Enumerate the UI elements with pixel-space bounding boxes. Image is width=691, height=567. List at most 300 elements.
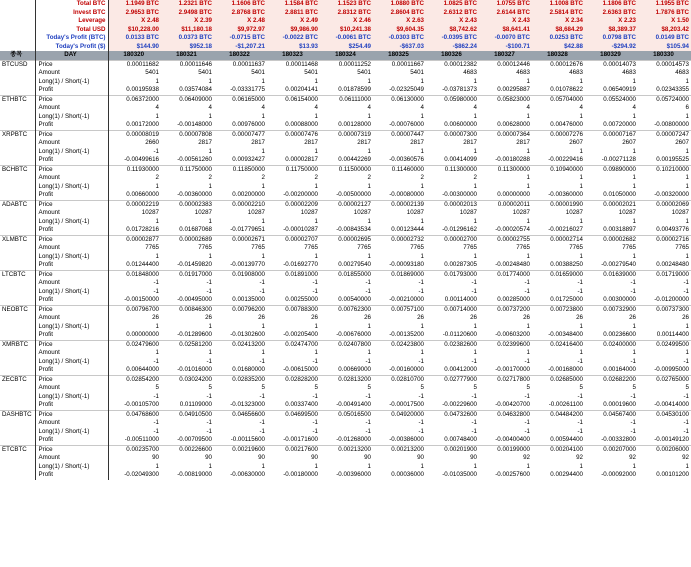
coin-price-value: 0.00207000: [585, 445, 638, 454]
coin-price-value: 0.11750000: [161, 165, 214, 174]
summary-spacer: [0, 26, 35, 35]
coin-profit-value: 0.01687068: [179, 226, 212, 233]
coin-long-short-value: 1: [632, 322, 636, 330]
day-column-header[interactable]: 180330: [638, 51, 691, 60]
coin-amount-value: 5401: [198, 69, 212, 76]
coin-name: XRPBTC: [0, 130, 35, 139]
coin-long-short-value: -1: [312, 427, 318, 435]
coin-long-short-value: 1: [473, 182, 477, 190]
summary-value: $8,203.42: [638, 26, 691, 35]
day-column-header[interactable]: 180320: [108, 51, 161, 60]
coin-profit-value: -0.00180288: [495, 156, 530, 163]
coin-price-value: 0.02413200: [214, 340, 267, 349]
field-label: Profit: [35, 436, 108, 445]
coin-profit-value: 0.01109000: [179, 401, 212, 408]
coin-long-short-value: 1: [314, 147, 318, 155]
coin-profit-value: -0.00511000: [124, 436, 159, 443]
coin-long-short-value: 1: [208, 147, 212, 155]
coin-long-short-value: -1: [312, 357, 318, 365]
coin-long-short-value: -1: [312, 287, 318, 295]
coin-profit-value: -0.00115600: [230, 436, 265, 443]
coin-profit-value: 0.00414099: [444, 156, 477, 163]
summary-value: 1.7876 BTC: [638, 9, 691, 18]
coin-long-short-value: -1: [259, 357, 265, 365]
day-column-header[interactable]: 180325: [373, 51, 426, 60]
field-label: Profit: [35, 121, 108, 130]
coin-profit-value: 0.06540919: [603, 86, 636, 93]
coin-xrpbtc-long-short-row: [0, 148, 691, 157]
coin-long-short-value: 1: [155, 217, 159, 225]
coin-price-value: 0.00007476: [267, 130, 320, 139]
coin-profit-value: 0.00195938: [126, 86, 159, 93]
coin-btcusd-long-short-row: [0, 78, 691, 87]
coin-long-short-value: 1: [261, 77, 265, 85]
coin-amount-value: 7765: [622, 244, 636, 251]
coin-profit-value: -0.00017500: [389, 401, 424, 408]
coin-profit-value: -0.00709500: [177, 436, 212, 443]
coin-price-value: 0.02479600: [108, 340, 161, 349]
coin-long-short-value: -1: [365, 357, 371, 365]
field-label: Profit: [35, 261, 108, 270]
coin-price-value: 0.04699500: [267, 410, 320, 419]
coin-amount-value: 5: [420, 384, 424, 391]
coin-name-spacer: [0, 471, 35, 480]
coin-long-short-value: 1: [208, 322, 212, 330]
coin-price-value: 0.04530100: [638, 410, 691, 419]
coin-long-short-value: 1: [155, 462, 159, 470]
coin-long-short-value: -1: [259, 392, 265, 400]
coin-long-short-value: 1: [155, 322, 159, 330]
coin-amount-value: 4: [367, 104, 371, 111]
coin-name-spacer: [0, 209, 35, 218]
field-label: Long(1) / Short(-1): [35, 463, 108, 472]
coin-name-spacer: [0, 78, 35, 87]
field-label: Price: [35, 410, 108, 419]
coin-amount-value: -1: [259, 419, 265, 426]
coin-long-short-value: -1: [206, 427, 212, 435]
coin-amount-value: 4683: [675, 69, 689, 76]
coin-price-value: 0.06372000: [108, 95, 161, 104]
coin-amount-value: 5401: [357, 69, 371, 76]
coin-profit-value: -0.00171600: [283, 436, 318, 443]
summary-label: Total BTC: [35, 0, 108, 9]
coin-price-value: 0.01917000: [161, 270, 214, 279]
coin-profit-value: 0.00388250: [550, 261, 583, 268]
coin-amount-value: 2817: [516, 139, 530, 146]
coin-profit-value: -0.00630000: [230, 471, 265, 478]
coin-profit-value: 0.00295887: [497, 86, 530, 93]
summary-value: 2.6312 BTC: [426, 9, 479, 18]
coin-profit-value: 0.00279540: [338, 261, 371, 268]
coin-long-short-value: 1: [261, 112, 265, 120]
coin-price-value: 0.01774000: [479, 270, 532, 279]
coin-adabtc-price-row: [0, 200, 691, 209]
field-label: Amount: [35, 279, 108, 288]
summary-value: X 2.34: [532, 17, 585, 26]
coin-amount-value: 4683: [569, 69, 583, 76]
coin-long-short-value: -1: [471, 287, 477, 295]
coin-profit-value: -0.03331775: [230, 86, 265, 93]
field-label: Profit: [35, 156, 108, 165]
coin-ltcbtc-long-short-row: [0, 288, 691, 297]
field-label: Long(1) / Short(-1): [35, 253, 108, 262]
coin-bchbtc-long-short-row: [0, 183, 691, 192]
coin-name-spacer: [0, 226, 35, 235]
coin-profit-value: -0.00150000: [124, 296, 159, 303]
summary-value: 1.1806 BTC: [585, 0, 638, 9]
field-label: Amount: [35, 419, 108, 428]
day-column-header[interactable]: 180322: [214, 51, 267, 60]
summary-value: $9,972.97: [214, 26, 267, 35]
field-label: Long(1) / Short(-1): [35, 113, 108, 122]
coin-price-value: 0.00008019: [108, 130, 161, 139]
coin-amount-value: 1: [367, 349, 371, 356]
coin-long-short-value: -1: [524, 357, 530, 365]
summary-spacer: [0, 0, 35, 9]
coin-profit-value: 0.00287305: [444, 261, 477, 268]
coin-profit-value: -0.00139770: [230, 261, 265, 268]
coin-amount-value: 1: [155, 349, 159, 356]
coin-price-value: 0.02854200: [108, 375, 161, 384]
coin-price-value: 0.02835200: [214, 375, 267, 384]
coin-amount-value: 4683: [463, 69, 477, 76]
coin-amount-value: 7765: [145, 244, 159, 251]
summary-value: X 2.43: [479, 17, 532, 26]
coin-neobtc-profit-row: [0, 331, 691, 340]
coin-long-short-value: -1: [153, 287, 159, 295]
field-label: Amount: [35, 384, 108, 393]
coin-name: XLMBTC: [0, 235, 35, 244]
coin-amount-value: 5: [473, 384, 477, 391]
coin-long-short-value: -1: [683, 287, 689, 295]
day-column-header[interactable]: 180328: [532, 51, 585, 60]
coin-long-short-value: 1: [208, 112, 212, 120]
coin-xrpbtc-amount-row: [0, 139, 691, 148]
coin-profit-value: 0.00002817: [285, 156, 318, 163]
coin-bchbtc-amount-row: [0, 174, 691, 183]
summary-value: 0.0253 BTC: [532, 34, 585, 43]
field-label: Price: [35, 200, 108, 209]
coin-price-value: 0.00002011: [479, 200, 532, 209]
summary-value: -0.0070 BTC: [479, 34, 532, 43]
field-label: Amount: [35, 244, 108, 253]
coin-price-value: 0.02813200: [320, 375, 373, 384]
coin-amount-value: 7765: [357, 244, 371, 251]
summary-value: -0.0715 BTC: [214, 34, 267, 43]
coin-profit-value: -0.00105700: [124, 401, 159, 408]
coin-name-spacer: [0, 401, 35, 410]
coin-price-value: 0.11300000: [479, 165, 532, 174]
coin-amount-value: 5: [367, 384, 371, 391]
coin-name-spacer: [0, 288, 35, 297]
coin-long-short-value: 1: [473, 252, 477, 260]
coin-price-value: 0.00002732: [373, 235, 426, 244]
coin-long-short-value: -1: [471, 392, 477, 400]
coin-profit-value: -0.00420700: [495, 401, 530, 408]
coin-xmrbtc-long-short-row: [0, 358, 691, 367]
coin-profit-value: 0.00164000: [603, 366, 636, 373]
coin-profit-value: -0.00561260: [177, 156, 212, 163]
coin-amount-value: 26: [258, 314, 265, 321]
coin-dashbtc-long-short-row: [0, 428, 691, 437]
coin-profit-value: 0.00114400: [656, 331, 689, 338]
coin-amount-value: 26: [629, 314, 636, 321]
coin-long-short-value: 1: [208, 217, 212, 225]
coin-long-short-value: 1: [314, 112, 318, 120]
day-column-header[interactable]: 180329: [585, 51, 638, 60]
coin-profit-value: -0.00261100: [548, 401, 583, 408]
coin-price-value: 0.02682200: [585, 375, 638, 384]
coin-amount-value: 1: [632, 349, 636, 356]
coin-amount-value: 4: [632, 104, 636, 111]
coin-profit-value: 0.00442269: [338, 156, 371, 163]
coin-profit-value: 0.00195525: [656, 156, 689, 163]
coin-price-value: 0.00007477: [214, 130, 267, 139]
coin-long-short-value: -1: [418, 427, 424, 435]
coin-amount-value: 4: [261, 104, 265, 111]
coin-amount-value: 1: [261, 349, 265, 356]
coin-long-short-value: 1: [632, 252, 636, 260]
coin-amount-value: -1: [206, 419, 212, 426]
coin-amount-value: 4: [155, 104, 159, 111]
coin-btcusd-profit-row: [0, 86, 691, 95]
coin-price-value: 0.05524000: [585, 95, 638, 104]
coin-long-short-value: -1: [153, 392, 159, 400]
coin-price-value: 0.00788300: [267, 305, 320, 314]
coin-long-short-value: 1: [685, 182, 689, 190]
coin-price-value: 0.00723800: [532, 305, 585, 314]
coin-price-value: 0.00002210: [214, 200, 267, 209]
coin-amount-value: 5401: [304, 69, 318, 76]
coin-long-short-value: 1: [367, 77, 371, 85]
summary-value: 0.0149 BTC: [638, 34, 691, 43]
summary-spacer: [0, 43, 35, 52]
coin-profit-value: -0.01692770: [283, 261, 318, 268]
coin-price-value: 0.05980000: [426, 95, 479, 104]
coin-amount-value: -1: [153, 419, 159, 426]
coin-amount-value: 5: [208, 384, 212, 391]
coin-ethbtc-profit-row: [0, 121, 691, 130]
day-column-header[interactable]: 180327: [479, 51, 532, 60]
coin-long-short-value: 1: [367, 322, 371, 330]
coin-long-short-value: -1: [259, 287, 265, 295]
coin-profit-value: 0.00255000: [285, 296, 318, 303]
coin-name: ADABTC: [0, 200, 35, 209]
coin-zecbtc-long-short-row: [0, 393, 691, 402]
coin-price-value: 0.10210000: [638, 165, 691, 174]
coin-price-value: 0.11500000: [320, 165, 373, 174]
day-column-header[interactable]: 180324: [320, 51, 373, 60]
field-label: Price: [35, 340, 108, 349]
coin-long-short-value: 1: [526, 322, 530, 330]
coin-long-short-value: 1: [685, 217, 689, 225]
coin-dashbtc-price-row: [0, 410, 691, 419]
coin-price-value: 0.00757100: [373, 305, 426, 314]
coin-xrpbtc-price-row: [0, 130, 691, 139]
coin-amount-value: 4: [420, 104, 424, 111]
coin-amount-value: -1: [630, 279, 636, 286]
day-label: DAY: [35, 51, 108, 60]
coin-amount-value: -1: [577, 279, 583, 286]
coin-name-spacer: [0, 86, 35, 95]
coin-price-value: 0.00007364: [479, 130, 532, 139]
coin-amount-value: 10287: [512, 209, 530, 216]
coin-price-value: 0.00737200: [479, 305, 532, 314]
coin-bchbtc-profit-row: [0, 191, 691, 200]
summary-value: 2.9498 BTC: [161, 9, 214, 18]
coin-neobtc-amount-row: [0, 314, 691, 323]
coin-price-value: 0.00011637: [214, 60, 267, 69]
coin-name-spacer: [0, 191, 35, 200]
coin-amount-value: 92: [576, 454, 583, 461]
coin-profit-value: -0.00020574: [495, 226, 530, 233]
coin-amount-value: 2: [155, 174, 159, 181]
coin-long-short-value: 1: [367, 252, 371, 260]
coin-price-value: 0.00014073: [585, 60, 638, 69]
coin-price-value: 0.00011252: [320, 60, 373, 69]
field-label: Price: [35, 445, 108, 454]
coin-price-value: 0.00007447: [373, 130, 426, 139]
coin-long-short-value: 1: [261, 252, 265, 260]
coin-amount-value: 7765: [410, 244, 424, 251]
coin-name-spacer: [0, 183, 35, 192]
coin-profit-value: 0.00644000: [126, 366, 159, 373]
day-column-header[interactable]: 180321: [161, 51, 214, 60]
coin-profit-value: -0.00168000: [548, 366, 583, 373]
coin-long-short-value: 1: [367, 147, 371, 155]
coin-amount-value: 90: [311, 454, 318, 461]
coin-price-value: 0.04920000: [373, 410, 426, 419]
coin-price-value: 0.00002700: [426, 235, 479, 244]
coin-price-value: 0.01855000: [320, 270, 373, 279]
coin-xlmbtc-long-short-row: [0, 253, 691, 262]
coin-long-short-value: -1: [577, 392, 583, 400]
coin-profit-value: -0.00271128: [601, 156, 636, 163]
summary-value: 1.1949 BTC: [108, 0, 161, 9]
coin-adabtc-long-short-row: [0, 218, 691, 227]
coin-amount-value: 26: [470, 314, 477, 321]
coin-xmrbtc-profit-row: [0, 366, 691, 375]
coin-long-short-value: 1: [367, 462, 371, 470]
coin-profit-value: 0.00114000: [444, 296, 477, 303]
coin-xlmbtc-amount-row: [0, 244, 691, 253]
day-column-header[interactable]: 180323: [267, 51, 320, 60]
coin-long-short-value: -1: [365, 287, 371, 295]
field-label: Profit: [35, 226, 108, 235]
coin-long-short-value: 1: [579, 462, 583, 470]
coin-amount-value: 7765: [304, 244, 318, 251]
coin-amount-value: 26: [523, 314, 530, 321]
coin-price-value: 0.11300000: [426, 165, 479, 174]
coin-price-value: 0.00002682: [585, 235, 638, 244]
coin-price-value: 0.00012446: [479, 60, 532, 69]
coin-profit-value: -0.00491400: [336, 401, 371, 408]
coin-amount-value: 1: [685, 174, 689, 181]
coin-amount-value: 26: [152, 314, 159, 321]
coin-xmrbtc-price-row: [0, 340, 691, 349]
summary-value: -0.0061 BTC: [320, 34, 373, 43]
summary-value: -$294.92: [585, 43, 638, 52]
coin-long-short-value: 1: [420, 112, 424, 120]
coin-amount-value: 2817: [304, 139, 318, 146]
coin-long-short-value: -1: [630, 427, 636, 435]
summary-value: $254.49: [320, 43, 373, 52]
summary-value: 2.8811 BTC: [267, 9, 320, 18]
coin-long-short-value: 1: [579, 147, 583, 155]
coin-profit-value: 0.01244400: [126, 261, 159, 268]
coin-price-value: 0.00206000: [638, 445, 691, 454]
summary-spacer: [0, 17, 35, 26]
coin-amount-value: 92: [523, 454, 530, 461]
coin-name-spacer: [0, 454, 35, 463]
field-label: Profit: [35, 86, 108, 95]
coin-profit-value: 0.00412000: [444, 366, 477, 373]
coin-amount-value: 10287: [459, 209, 477, 216]
field-label: Long(1) / Short(-1): [35, 78, 108, 87]
summary-value: $13.93: [267, 43, 320, 52]
coin-price-value: 0.03024200: [161, 375, 214, 384]
coin-amount-value: 1: [473, 349, 477, 356]
coin-etcbtc-long-short-row: [0, 463, 691, 472]
coin-name: BTCUSD: [0, 60, 35, 69]
coin-amount-value: 1: [526, 349, 530, 356]
summary-value: 1.1606 BTC: [214, 0, 267, 9]
coin-name-spacer: [0, 419, 35, 428]
summary-value: X 2.46: [320, 17, 373, 26]
coin-amount-value: 2817: [463, 139, 477, 146]
coin-price-value: 0.00002877: [108, 235, 161, 244]
coin-profit-value: 0.00669000: [338, 366, 371, 373]
coin-profit-value: 0.00300000: [603, 296, 636, 303]
summary-label: Today's Profit (BTC): [35, 34, 108, 43]
field-label: Amount: [35, 69, 108, 78]
coin-profit-value: -0.01200000: [654, 296, 689, 303]
coin-long-short-value: 1: [632, 182, 636, 190]
day-column-header[interactable]: 180326: [426, 51, 479, 60]
coin-price-value: 0.00219600: [214, 445, 267, 454]
coin-price-value: 0.06409000: [161, 95, 214, 104]
coin-ethbtc-amount-row: [0, 104, 691, 113]
coin-amount-value: 92: [629, 454, 636, 461]
coin-amount-value: 5: [632, 384, 636, 391]
coin-name: ETHBTC: [0, 95, 35, 104]
coin-long-short-value: 1: [632, 77, 636, 85]
coin-profit-value: -0.00300000: [442, 191, 477, 198]
coin-profit-value: -0.01289600: [177, 331, 212, 338]
coin-amount-value: 1: [208, 349, 212, 356]
coin-profit-value: -0.00396000: [336, 471, 371, 478]
coin-amount-value: 10287: [194, 209, 212, 216]
summary-value: 1.1584 BTC: [267, 0, 320, 9]
coin-price-value: 0.10940000: [532, 165, 585, 174]
coin-long-short-value: 1: [314, 322, 318, 330]
coin-name-spacer: [0, 139, 35, 148]
coin-long-short-value: 1: [526, 147, 530, 155]
coin-long-short-value: -1: [418, 287, 424, 295]
coin-profit-value: -0.00843534: [336, 226, 371, 233]
coin-long-short-value: -1: [577, 427, 583, 435]
coin-long-short-value: 1: [632, 112, 636, 120]
coin-price-value: 0.04732600: [426, 410, 479, 419]
coin-etcbtc-amount-row: [0, 454, 691, 463]
summary-value: 1.1523 BTC: [320, 0, 373, 9]
field-label: Price: [35, 235, 108, 244]
coin-amount-value: 2: [208, 174, 212, 181]
coin-profit-value: -0.01120600: [442, 331, 477, 338]
coin-name-spacer: [0, 436, 35, 445]
coin-price-value: 0.05016500: [320, 410, 373, 419]
coin-profit-value: -0.00229600: [442, 401, 477, 408]
